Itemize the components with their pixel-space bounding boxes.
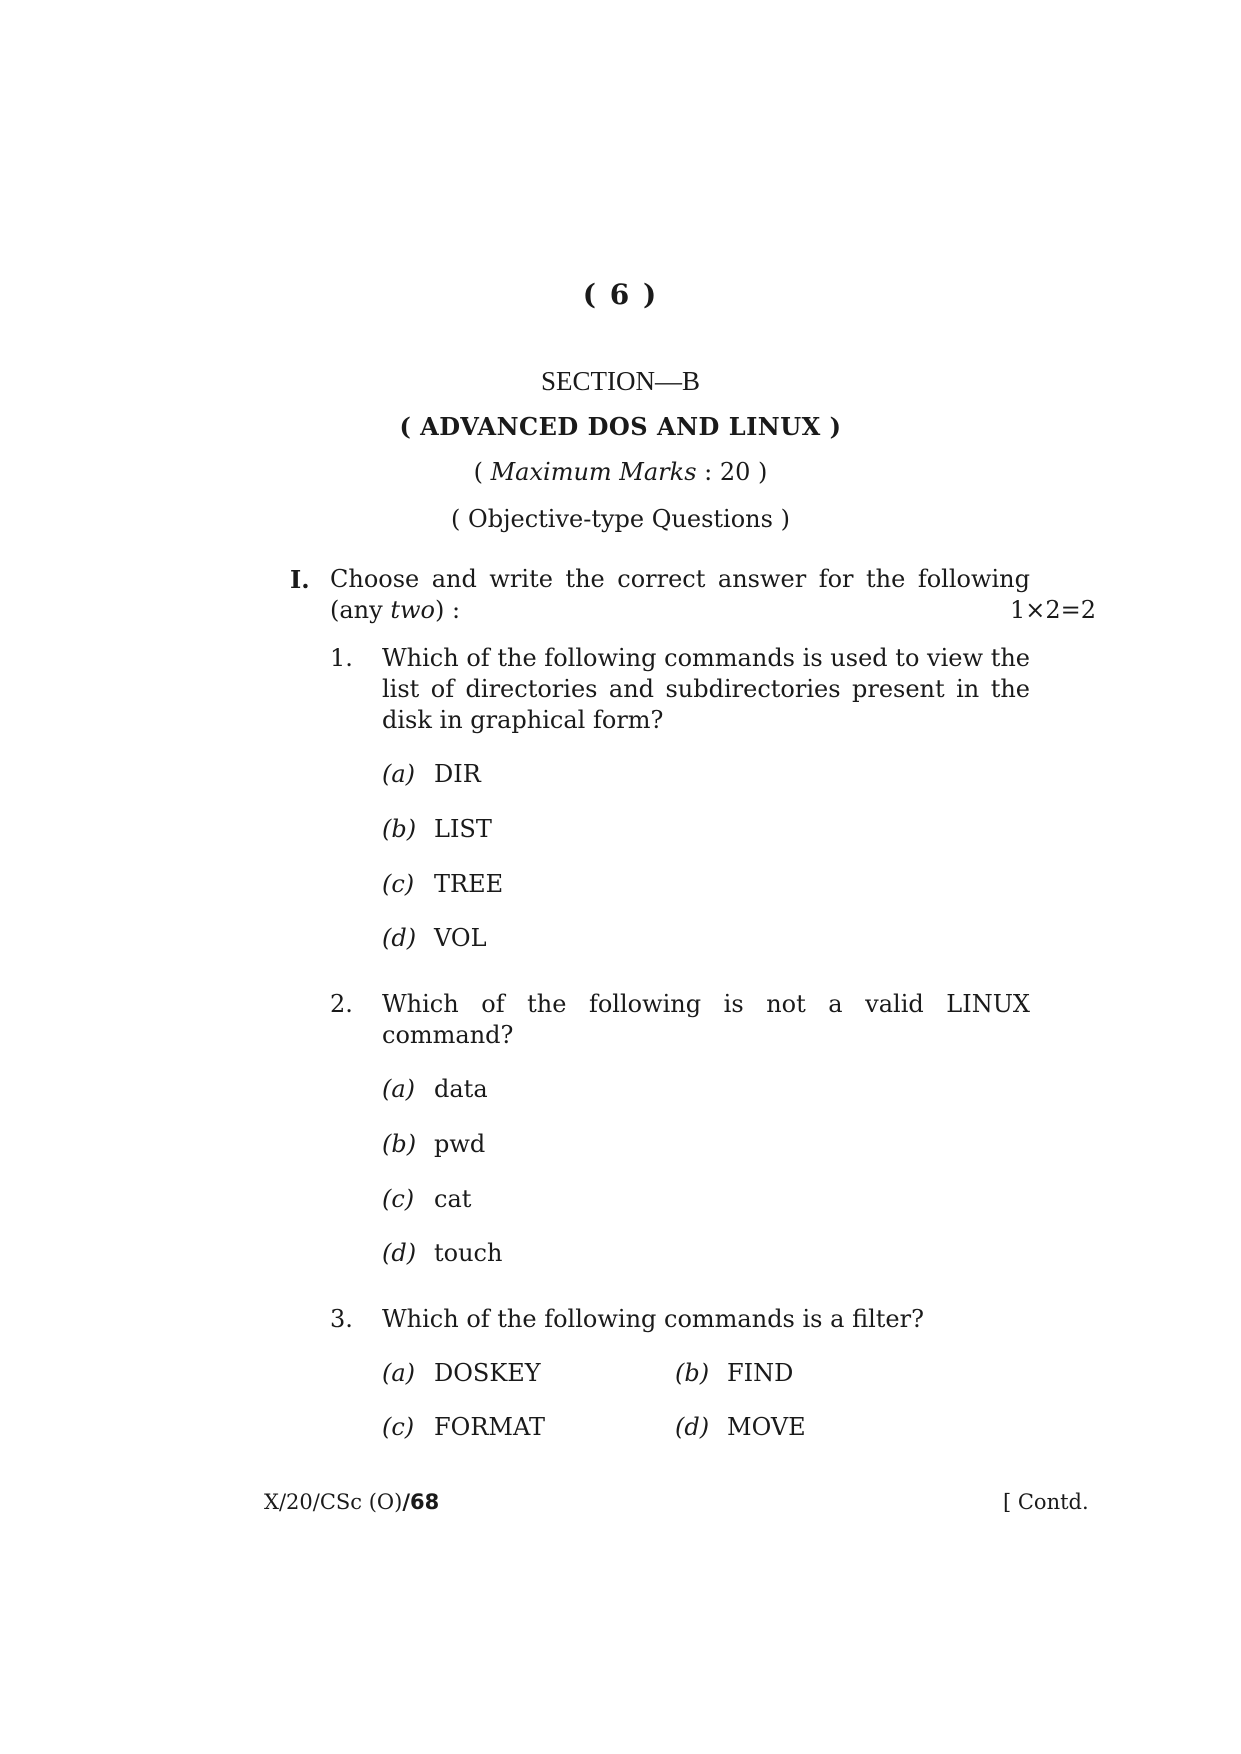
question-text-line: Which of the following is not a valid LINUX <box>382 990 1030 1018</box>
option-text: touch <box>434 1239 503 1267</box>
option-text: DOSKEY <box>434 1359 541 1387</box>
option-letter: (c) <box>382 870 415 898</box>
instruction-text: Choose and write the correct answer for the following <box>330 565 1030 593</box>
question-text-line: Which of the following commands is a filter? <box>382 1305 924 1333</box>
question-text-line: command? <box>382 1021 514 1049</box>
option-letter: (c) <box>382 1413 415 1441</box>
continued-label: [ Contd. <box>1003 1490 1089 1514</box>
option-text: cat <box>434 1185 472 1213</box>
option-text: VOL <box>434 924 487 952</box>
question-text-line: list of directories and subdirectories present in the <box>382 675 1030 703</box>
question-number: 1. <box>330 644 353 672</box>
option-letter: (d) <box>382 1239 417 1267</box>
paper-code-prefix: X/20/CSc (O) <box>264 1490 403 1514</box>
marks-value: : 20 ) <box>704 458 768 486</box>
maximum-marks <box>0 458 1241 486</box>
question-type: ( Objective-type Questions ) <box>451 505 790 533</box>
option-text: MOVE <box>727 1413 806 1441</box>
instruction-choice-prefix: (any <box>330 596 383 624</box>
option-letter: (b) <box>382 1130 417 1158</box>
option-letter: (a) <box>382 1359 416 1387</box>
section-subtitle: ( ADVANCED DOS AND LINUX ) <box>399 412 842 441</box>
option-letter: (d) <box>382 924 417 952</box>
option-letter: (b) <box>382 815 417 843</box>
instruction-choice <box>330 596 460 624</box>
option-text: FORMAT <box>434 1413 545 1441</box>
instruction-choice-suffix: ) : <box>434 596 461 624</box>
page-number: ( 6 ) <box>582 278 659 311</box>
section-title: SECTION—B <box>540 366 700 396</box>
question-number: 3. <box>330 1305 353 1333</box>
question-text-line: disk in graphical form? <box>382 706 664 734</box>
question-number: 2. <box>330 990 353 1018</box>
instruction-choice-emphasis: two <box>390 596 435 624</box>
question-text-line: Which of the following commands is used to view the <box>382 644 1030 672</box>
option-text: pwd <box>434 1130 486 1158</box>
option-letter: (c) <box>382 1185 415 1213</box>
option-text: DIR <box>434 760 481 788</box>
option-letter: (a) <box>382 1075 416 1103</box>
instruction-number: I. <box>290 565 310 594</box>
marks-label: Maximum Marks <box>490 458 697 486</box>
instruction-marks: 1×2=2 <box>1010 596 1097 624</box>
marks-open-paren: ( <box>473 458 483 486</box>
paper-code <box>264 1490 439 1514</box>
option-letter: (d) <box>675 1413 710 1441</box>
option-text: LIST <box>434 815 492 843</box>
option-text: TREE <box>434 870 504 898</box>
option-text: data <box>434 1075 488 1103</box>
option-text: FIND <box>727 1359 794 1387</box>
option-letter: (a) <box>382 760 416 788</box>
option-letter: (b) <box>675 1359 710 1387</box>
paper-code-number: /68 <box>402 1490 440 1514</box>
